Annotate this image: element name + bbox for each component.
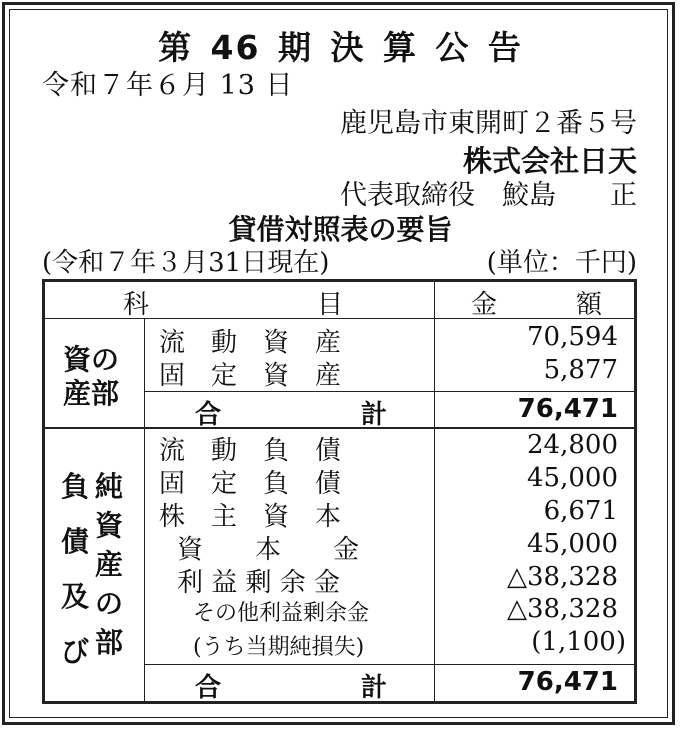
liab-row-value: △38,328	[507, 594, 618, 624]
asset-row-value: 5,877	[543, 355, 618, 385]
liab-section-label-left: 及	[61, 580, 90, 613]
amount-column-divider	[434, 282, 435, 701]
liab-row-label: 流 動 負 債	[159, 436, 342, 466]
liab-row-label: 固 定 負 債	[159, 469, 342, 499]
balance-sheet-table	[42, 279, 637, 704]
assets-section-label-2: 産部	[63, 377, 120, 410]
liab-section-label-right: の	[95, 587, 124, 620]
liab-section-label-left: び	[61, 635, 90, 668]
liab-total-label-2: 計	[361, 673, 388, 703]
unit-label: (単位：千円)	[486, 248, 637, 278]
liab-row-value: 6,671	[543, 496, 618, 526]
header-kingaku-2: 額	[576, 290, 603, 320]
liab-section-label-right: 部	[95, 626, 124, 659]
assets-total-value: 76,471	[517, 394, 618, 424]
liab-row-value: (1,100)	[531, 627, 626, 657]
representative: 代表取締役 鮫島 正	[340, 180, 637, 211]
company-name: 株式会社日天	[462, 144, 637, 178]
liab-total-label-1: 合	[195, 673, 222, 703]
liab-row-label: 利 益 剰 余 金	[177, 568, 341, 598]
liab-row-value: 45,000	[527, 529, 618, 559]
asset-row-label: 流 動 資 産	[159, 328, 342, 358]
liab-total-value: 76,471	[517, 667, 618, 697]
assets-section-label-1: 資の	[63, 343, 120, 376]
company-address: 鹿児島市東開町２番５号	[340, 108, 637, 139]
liab-total-divider	[144, 664, 634, 665]
liab-section-label-left: 債	[61, 525, 90, 558]
liab-section-label-left: 負	[61, 470, 90, 503]
asset-row-value: 70,594	[527, 322, 618, 352]
liab-section-label-right: 資	[95, 509, 124, 542]
liab-section-label-right: 純	[95, 470, 124, 503]
header-kamoku-2: 目	[317, 290, 344, 320]
liab-row-value: 24,800	[527, 430, 618, 460]
asset-row-label: 固 定 資 産	[159, 361, 342, 391]
liab-row-value: 45,000	[527, 463, 618, 493]
assets-total-label-1: 合	[195, 400, 222, 430]
liab-row-label: (うち当期純損失)	[193, 635, 365, 660]
liab-row-value: △38,328	[507, 562, 618, 592]
notice-title: 第 46 期 決 算 公 告	[158, 28, 523, 67]
section-divider	[45, 427, 634, 429]
liab-row-label: その他利益剰余金	[193, 601, 370, 626]
header-kingaku-1: 金	[471, 290, 498, 320]
liab-section-label-right: 産	[95, 548, 124, 581]
section-column-divider	[144, 318, 145, 701]
header-kamoku-1: 科	[123, 290, 150, 320]
liab-row-label: 資 本 金	[177, 535, 360, 565]
assets-total-label-2: 計	[361, 400, 388, 430]
balance-sheet-title: 貸借対照表の要旨	[228, 213, 453, 246]
liab-row-label: 株 主 資 本	[159, 502, 342, 532]
notice-date: 令和７年６月 13 日	[42, 70, 294, 101]
as-of-date: (令和７年３月31日現在)	[42, 248, 330, 278]
